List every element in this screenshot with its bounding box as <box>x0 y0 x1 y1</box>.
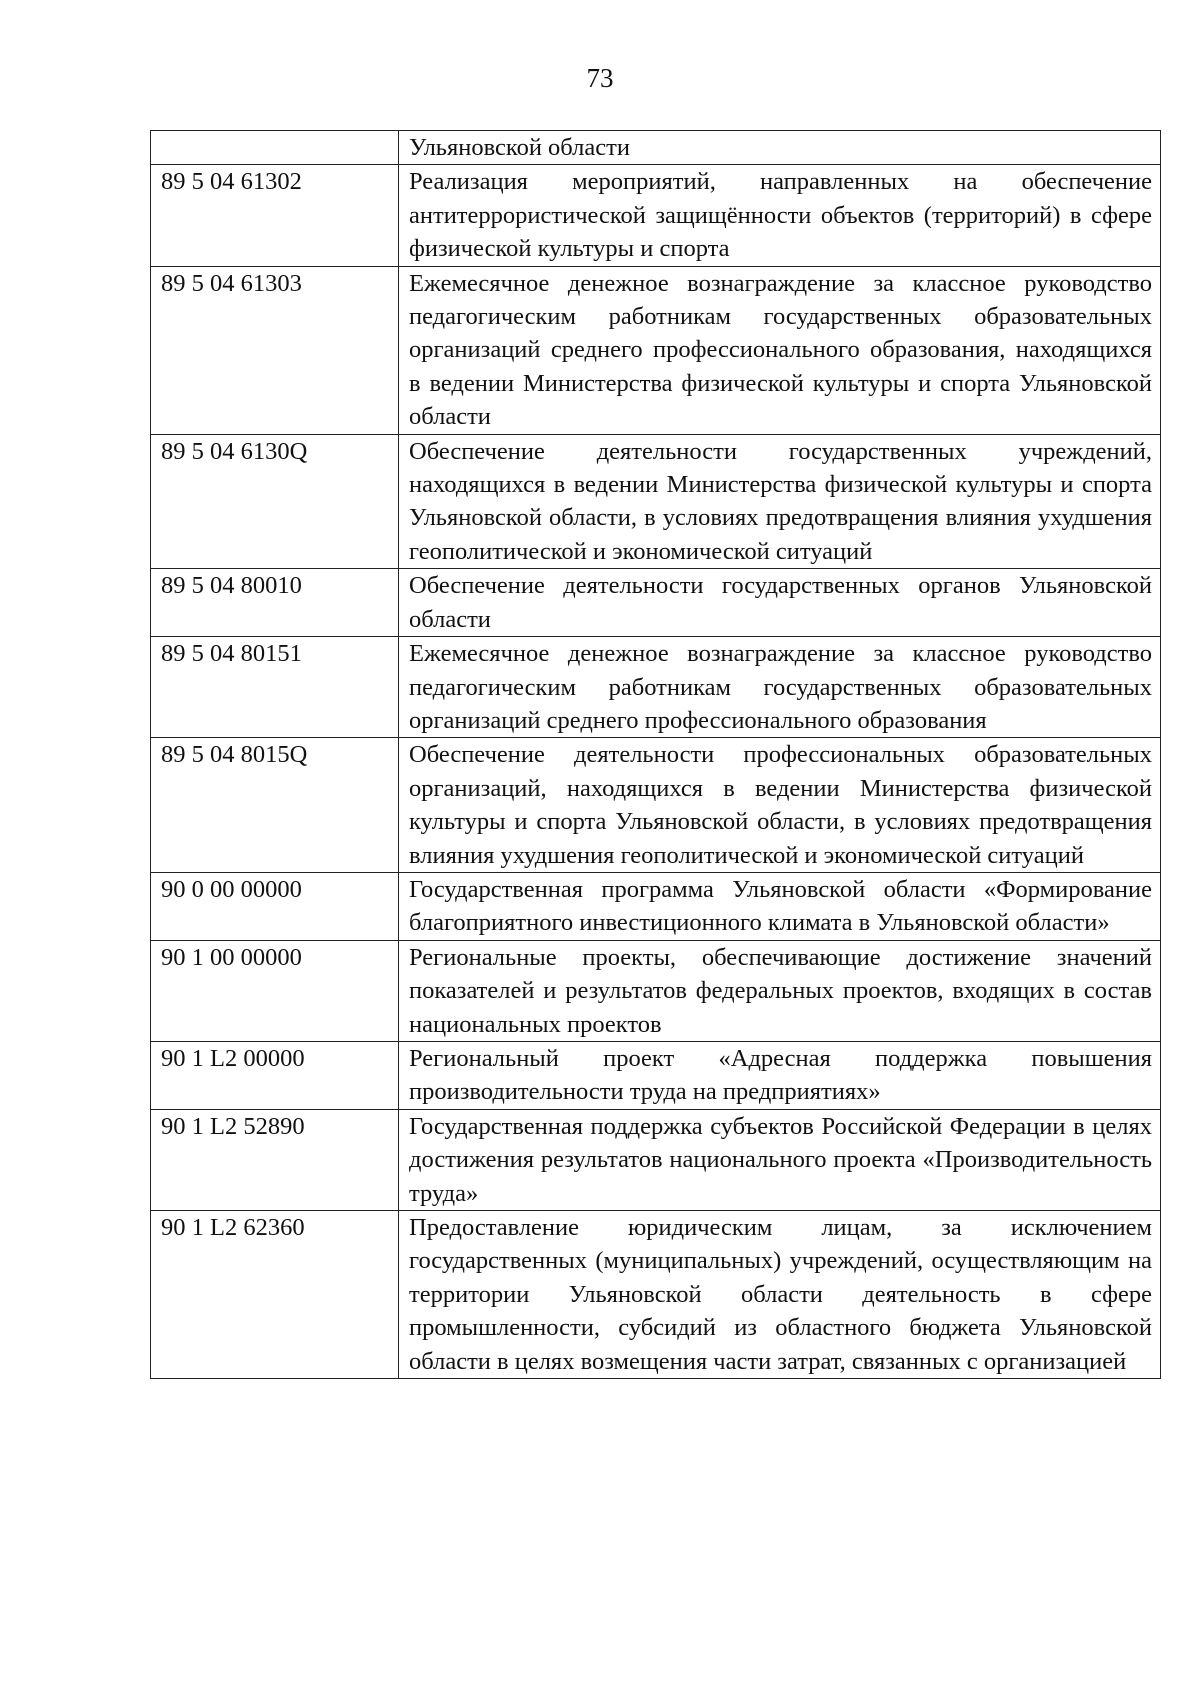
row-code: 89 5 04 61303 <box>151 266 399 434</box>
table-row <box>151 1041 1161 1109</box>
row-description: Государственная поддержка субъектов Российской Федерации в целях достижения результатов национального проекта «Производительность труда» <box>399 1109 1161 1210</box>
table-row <box>151 434 1161 569</box>
table-row <box>151 165 1161 266</box>
row-description: Ежемесячное денежное вознаграждение за классное руководство педагогическим работникам государственных образовательных организаций среднего профессионального образования <box>399 637 1161 738</box>
table-row <box>151 1109 1161 1210</box>
row-description: Региональный проект «Адресная поддержка повышения производительности труда на предприятиях» <box>399 1041 1161 1109</box>
row-description: Ульяновской области <box>399 131 1161 165</box>
row-code: 89 5 04 8015Q <box>151 738 399 873</box>
row-code: 90 1 L2 52890 <box>151 1109 399 1210</box>
page-number: 73 <box>586 63 614 93</box>
table-row <box>151 940 1161 1041</box>
row-code: 90 1 00 00000 <box>151 940 399 1041</box>
row-description: Региональные проекты, обеспечивающие достижение значений показателей и результатов федеральных проектов, входящих в состав национальных проектов <box>399 940 1161 1041</box>
row-description: Предоставление юридическим лицам, за исключением государственных (муниципальных) учреждений, осуществляющим на территории Ульяновской области деятельность в сфере промышленности, субсидий из областного бюджета Ульяновской области в целях возмещения части затрат, связанных с организацией <box>399 1211 1161 1379</box>
table-row <box>151 1211 1161 1379</box>
row-code: 89 5 04 61302 <box>151 165 399 266</box>
row-code: 89 5 04 80010 <box>151 569 399 637</box>
table-row <box>151 637 1161 738</box>
row-description: Реализация мероприятий, направленных на обеспечение антитеррористической защищённости объектов (территорий) в сфере физической культуры и спорта <box>399 165 1161 266</box>
row-code: 90 1 L2 00000 <box>151 1041 399 1109</box>
row-code: 89 5 04 80151 <box>151 637 399 738</box>
row-description: Ежемесячное денежное вознаграждение за классное руководство педагогическим работникам государственных образовательных организаций среднего профессионального образования, находящихся в ведении Министерства физической культуры и спорта Ульяновской области <box>399 266 1161 434</box>
row-code: 90 1 L2 62360 <box>151 1211 399 1379</box>
table-row <box>151 266 1161 434</box>
table-row <box>151 569 1161 637</box>
row-description: Обеспечение деятельности государственных учреждений, находящихся в ведении Министерства физической культуры и спорта Ульяновской области, в условиях предотвращения влияния ухудшения геополитической и экономической ситуаций <box>399 434 1161 569</box>
table-row <box>151 131 1161 165</box>
table-row <box>151 872 1161 940</box>
row-description: Государственная программа Ульяновской области «Формирование благоприятного инвестиционного климата в Ульяновской области» <box>399 872 1161 940</box>
table-row <box>151 738 1161 873</box>
row-code: 89 5 04 6130Q <box>151 434 399 569</box>
row-description: Обеспечение деятельности государственных органов Ульяновской области <box>399 569 1161 637</box>
budget-codes-table <box>150 130 1161 1379</box>
row-code <box>151 131 399 165</box>
row-description: Обеспечение деятельности профессиональных образовательных организаций, находящихся в ведении Министерства физической культуры и спорта Ульяновской области, в условиях предотвращения влияния ухудшения геополитической и экономической ситуаций <box>399 738 1161 873</box>
row-code: 90 0 00 00000 <box>151 872 399 940</box>
